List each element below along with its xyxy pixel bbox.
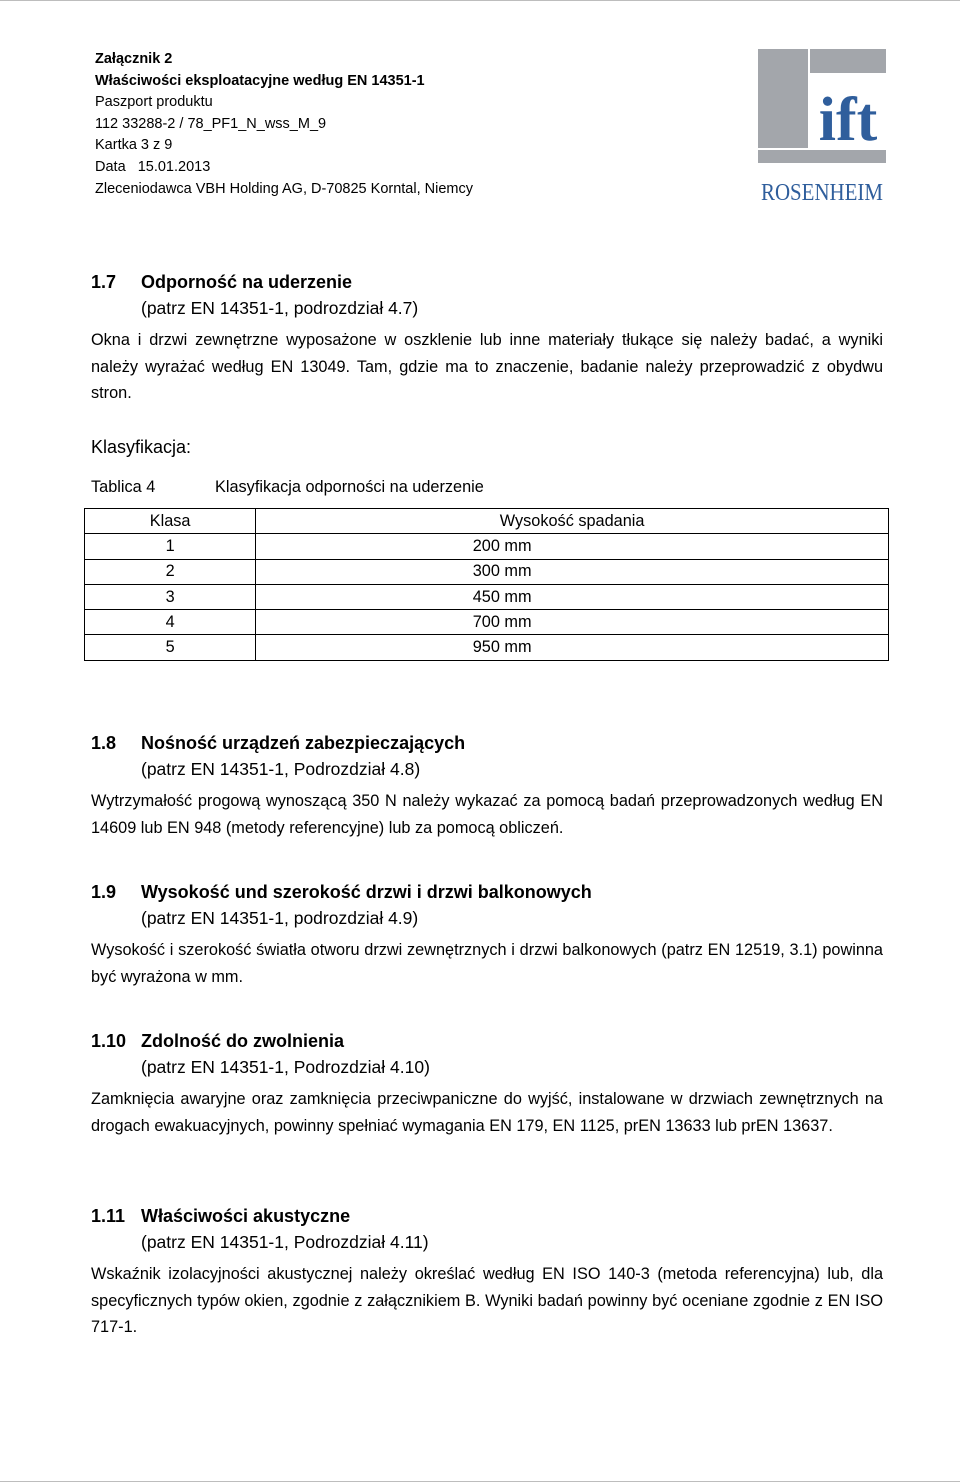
section-number: 1.7 <box>91 272 117 292</box>
classification-label: Klasyfikacja: <box>91 437 192 457</box>
table-number: Tablica 4 <box>91 478 156 496</box>
section-reference: (patrz EN 14351-1, Podrozdział 4.8) <box>141 759 421 779</box>
table-row <box>85 610 889 635</box>
section-text: Wytrzymałość progową wynoszącą 350 N należy wykazać za pomocą badań przeprowadzonych według EN 14609 lub EN 948 (metody referencyjne) lub za pomocą obliczeń. <box>91 792 883 837</box>
section-1-11 <box>91 1203 883 1341</box>
section-text: Zamknięcia awaryjne oraz zamknięcia przeciwpaniczne do wyjść, instalowane w drzwiach zewnętrznych na drogach ewakuacyjnych, powinny spełniać wymagania EN 179, EN 1125, prEN 13633 lub prEN 13637. <box>91 1090 883 1135</box>
page-indicator: Kartka 3 z 9 <box>95 137 173 154</box>
table-header-row <box>85 509 889 534</box>
document-number: 112 33288-2 / 78_PF1_N_wss_M_9 <box>95 115 327 132</box>
section-reference: (patrz EN 14351-1, Podrozdział 4.11) <box>141 1232 429 1252</box>
section-1-7 <box>91 269 883 407</box>
class-cell: 1 <box>85 534 256 559</box>
header-subtitle: Właściwości eksploatacyjne według EN 14351-1 <box>95 72 425 89</box>
section-title: Odporność na uderzenie <box>141 272 353 292</box>
section-1-10 <box>91 1028 883 1139</box>
annex-label: Załącznik 2 <box>95 51 173 67</box>
logo-block-left <box>758 49 808 148</box>
table-row <box>85 584 889 609</box>
section-title: Nośność urządzeń zabezpieczających <box>141 733 466 753</box>
bottom-rule <box>0 1481 960 1482</box>
passport-label: Paszport produktu <box>95 94 213 111</box>
class-cell: 4 <box>85 610 256 635</box>
section-heading <box>91 730 883 756</box>
table-title: Klasyfikacja odporności na uderzenie <box>215 478 484 496</box>
class-cell: 5 <box>85 635 256 660</box>
column-header: Klasa <box>85 509 256 534</box>
table-row <box>85 559 889 584</box>
section-number: 1.9 <box>91 882 117 902</box>
column-header: Wysokość spadania <box>256 509 889 534</box>
section-reference: (patrz EN 14351-1, podrozdział 4.7) <box>141 298 419 318</box>
document-header <box>95 49 473 200</box>
section-1-8 <box>91 730 883 841</box>
section-heading <box>91 269 883 295</box>
height-cell: 450 mm <box>256 584 889 609</box>
section-number: 1.8 <box>91 733 117 753</box>
logo-block-top <box>810 49 886 73</box>
height-cell: 950 mm <box>256 635 889 660</box>
section-text: Okna i drzwi zewnętrzne wyposażone w oszklenie lub inne materiały tłukące się należy badać, a wyniki należy wyrażać według EN 13049. Tam, gdzie ma to znaczenie, badanie należy przeprowadzić z obydwu stron. <box>91 331 883 402</box>
section-text: Wysokość i szerokość światła otworu drzwi zewnętrznych i drzwi balkonowych (patrz EN 12519, 3.1) powinna być wyrażona w mm. <box>91 941 883 986</box>
height-cell: 300 mm <box>256 559 889 584</box>
section-number: 1.10 <box>91 1031 127 1051</box>
section-reference: (patrz EN 14351-1, podrozdział 4.9) <box>141 908 419 928</box>
document-date: Data 15.01.2013 <box>95 158 211 175</box>
class-cell: 2 <box>85 559 256 584</box>
section-title: Zdolność do zwolnienia <box>141 1031 345 1051</box>
section-heading <box>91 1028 883 1054</box>
section-title: Wysokość und szerokość drzwi i drzwi balkonowych <box>141 882 592 902</box>
ift-rosenheim-logo <box>757 48 887 210</box>
height-cell: 700 mm <box>256 610 889 635</box>
section-heading <box>91 1203 883 1229</box>
section-1-9 <box>91 879 883 990</box>
height-cell: 200 mm <box>256 534 889 559</box>
table-caption <box>91 476 791 498</box>
section-number: 1.11 <box>91 1206 126 1226</box>
section-heading <box>91 879 883 905</box>
class-cell: 3 <box>85 584 256 609</box>
section-reference: (patrz EN 14351-1, Podrozdział 4.10) <box>141 1057 430 1077</box>
logo-ift-text: ift <box>818 86 878 154</box>
top-rule <box>0 0 960 1</box>
impact-classification-table <box>84 508 889 661</box>
table-row <box>85 635 889 660</box>
table-row <box>85 534 889 559</box>
section-text: Wskaźnik izolacyjności akustycznej należy określać według EN ISO 140-3 (metoda referencyjna) lub, dla specyficznych typów okien, zgodnie z załącznikiem B. Wyniki badań powinny być oceniane zgodnie z EN ISO 717-1. <box>91 1265 883 1336</box>
logo-city-text: ROSENHEIM <box>761 180 883 206</box>
client-info: Zleceniodawca VBH Holding AG, D-70825 Korntal, Niemcy <box>95 180 473 197</box>
section-title: Właściwości akustyczne <box>141 1206 351 1226</box>
